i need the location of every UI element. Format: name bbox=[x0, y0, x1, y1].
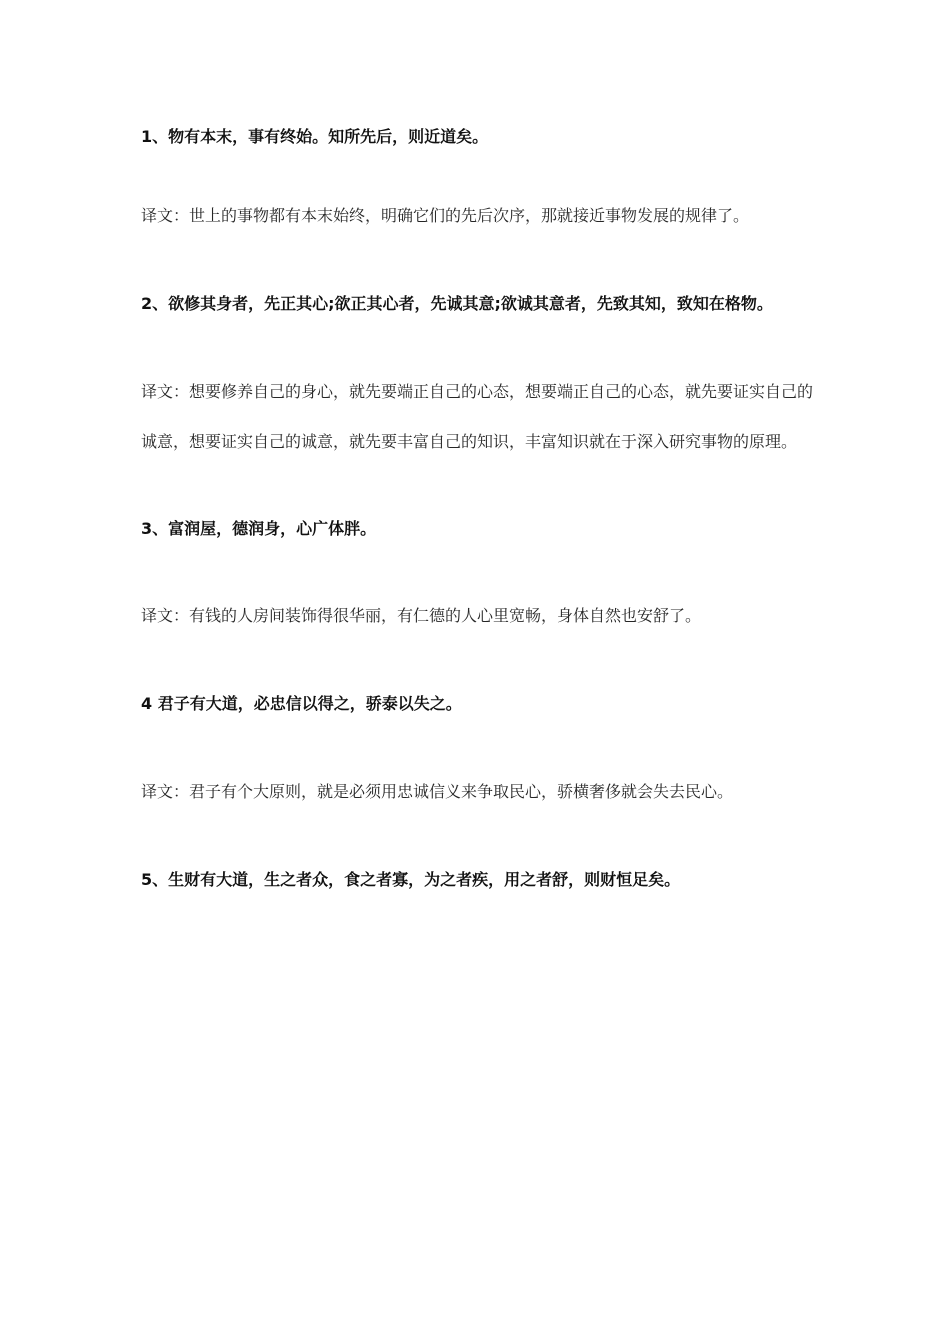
quote-translation-2-line-2: 诚意，想要证实自己的诚意，就先要丰富自己的知识，丰富知识就在于深入研究事物的原理。 bbox=[141, 432, 798, 451]
quote-translation-1: 译文：世上的事物都有本末始终，明确它们的先后次序，那就接近事物发展的规律了。 bbox=[141, 206, 750, 225]
quote-heading-3: 3、富润屋，德润身，心广体胖。 bbox=[141, 519, 377, 538]
quote-heading-5: 5、生财有大道，生之者众，食之者寡，为之者疾，用之者舒，则财恒足矣。 bbox=[141, 870, 681, 889]
quote-heading-4: 4 君子有大道，必忠信以得之，骄泰以失之。 bbox=[141, 694, 462, 713]
quote-translation-2-line-1: 译文：想要修养自己的身心，就先要端正自己的心态，想要端正自己的心态，就先要证实自己的 bbox=[141, 382, 814, 401]
quote-heading-2: 2、欲修其身者，先正其心;欲正其心者，先诚其意;欲诚其意者，先致其知，致知在格物。 bbox=[141, 294, 773, 313]
quote-heading-1: 1、物有本末，事有终始。知所先后，则近道矣。 bbox=[141, 127, 489, 146]
quote-translation-4: 译文：君子有个大原则，就是必须用忠诚信义来争取民心，骄横奢侈就会失去民心。 bbox=[141, 782, 734, 801]
quote-translation-3: 译文：有钱的人房间装饰得很华丽，有仁德的人心里宽畅，身体自然也安舒了。 bbox=[141, 606, 702, 625]
